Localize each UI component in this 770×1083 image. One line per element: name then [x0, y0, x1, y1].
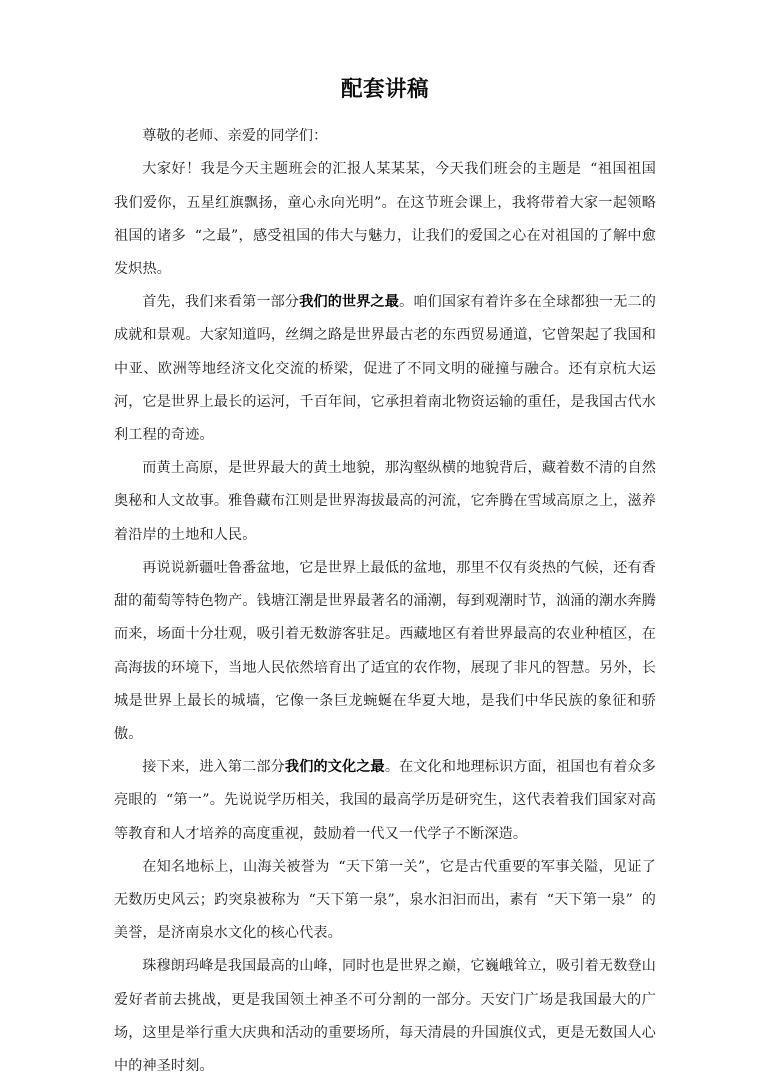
text-run: 接下来，进入第二部分 [142, 759, 285, 776]
paragraph-opening [114, 153, 656, 286]
text-run: 在知名地标上，山海关被誉为 [142, 858, 330, 875]
text-run: “天下第一泉”，泉水汩汩而出，素有 [308, 891, 538, 908]
text-run: “第一”。先说说学历相关，我国的最高学历是研究生，这代表着我们国家对高等教育和人才培养的高度重视，鼓励着一代又一代学子不断深造。 [114, 792, 656, 842]
text-run: 而黄土高原，是世界最大的黄土地貌，那沟壑纵横的地貌背后，藏着数不清的自然奥秘和人文故事。雅鲁藏布江则是世界海拔最高的河流，它奔腾在雪域高原之上，滋养着沿岸的土地和人民。 [114, 460, 656, 543]
text-run: “祖国祖国我们爱你，五星红旗飘扬，童心永向光明”。在这节班会课上，我将带着大家一起领略祖国的诸多 [114, 161, 656, 244]
paragraph-loess-plateau [114, 452, 656, 552]
emphasis-run: 我们的文化之最 [284, 759, 385, 776]
text-run: “天下第一关”，它是古代重要的军事关隘，见证了无数历史风云；趵突泉被称为 [114, 858, 657, 908]
paragraph-landmarks [114, 851, 656, 951]
text-run: 再说说新疆吐鲁番盆地，它是世界上最低的盆地，那里不仅有炎热的气候，还有香甜的葡萄等特色物产。钱塘江潮是世界最著名的涌潮，每到观潮时节，汹涌的潮水奔腾而来，场面十分壮观，吸引着无数游客驻足。西藏地区有着世界最高的农业种植区，在高海拔的环境下，当地人民依然培育出了适宜的农作物，展现了非凡的智慧。另外，长城是世界上最长的城墙，它像一条巨龙蜿蜒在华夏大地，是我们中华民族的象征和骄傲。 [114, 559, 656, 742]
text-run: 首先，我们来看第一部分 [142, 294, 300, 311]
text-run: “天下第一泉” [546, 891, 633, 908]
text-run: 尊敬的老师、亲爱的同学们： [142, 128, 328, 145]
text-run: 。在文化和地理标识方面，祖国也有着众多亮眼的 [114, 759, 656, 809]
paragraph-part-two-intro [114, 751, 656, 851]
document-body [114, 74, 656, 1083]
paragraph-part-one-intro [114, 286, 656, 452]
text-run: 。咱们国家有着许多在全球都独一无二的成就和景观。大家知道吗，丝绸之路是世界最古老的东西贸易通道，它曾架起了我国和中亚、欧洲等地经济文化交流的桥梁，促进了不同文明的碰撞与融合。还有京杭大运河，它是世界上最长的运河，千百年间，它承担着南北物资运输的重任，是我国古代水利工程的奇迹。 [114, 294, 656, 444]
paragraph-everest-tiananmen [114, 950, 656, 1083]
page-title: 配套讲稿 [340, 77, 429, 102]
emphasis-run: 我们的世界之最 [299, 294, 400, 311]
paragraph-container [114, 120, 656, 1083]
paragraph-turpan-basin [114, 552, 656, 751]
paragraph-salutation [114, 120, 656, 153]
text-run: “之最”，感受祖国的伟大与魅力，让我们的爱国之心在对祖国的了解中愈发炽热。 [114, 227, 656, 278]
text-run: 珠穆朗玛峰是我国最高的山峰，同时也是世界之巅，它巍峨耸立，吸引着无数登山爱好者前去挑战，更是我国领土神圣不可分割的一部分。天安门广场是我国最大的广场，这里是举行重大庆典和活动的重要场所，每天清晨的升国旗仪式，更是无数国人心中的神圣时刻。 [114, 958, 656, 1074]
text-run: 的美誉，是济南泉水文化的核心代表。 [114, 891, 656, 942]
text-run: 大家好！我是今天主题班会的汇报人某某某，今天我们班会的主题是 [142, 161, 582, 178]
